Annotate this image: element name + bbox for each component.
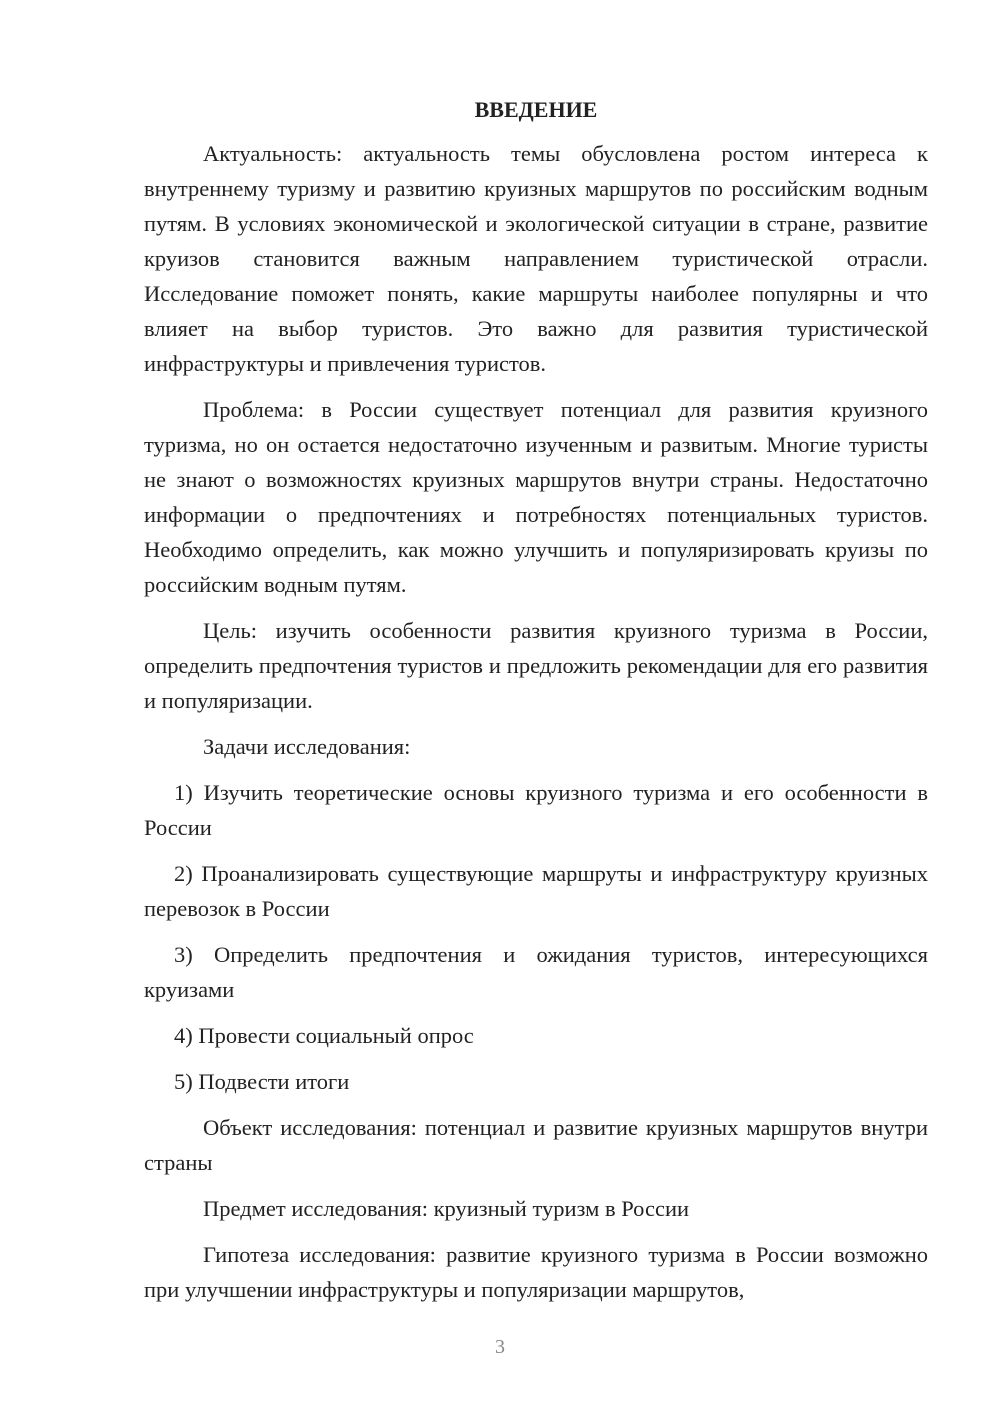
paragraph-subject: Предмет исследования: круизный туризм в России <box>203 1196 690 1221</box>
task-item-1: 1) Изучить теоретические основы круизного туризма и его особенности в России <box>144 780 928 840</box>
paragraph-relevance: Актуальность: актуальность темы обусловлена ростом интереса к внутреннему туризму и развитию круизных маршрутов по российским водным путям. В условиях экономической и экологической ситуации в стране, развитие круизов становится важным направлением туристической отрасли. Исследование поможет понять, какие маршруты наиболее популярны и что влияет на выбор туристов. Это важно для развития туристической инфраструктуры и привлечения туристов. <box>144 141 928 376</box>
paragraph-object: Объект исследования: потенциал и развитие круизных маршрутов внутри страны <box>144 1115 928 1175</box>
tasks-heading: Задачи исследования: <box>203 734 411 759</box>
page-content <box>144 96 928 1318</box>
paragraph-goal: Цель: изучить особенности развития круизного туризма в России, определить предпочтения туристов и предложить рекомендации для его развития и популяризации. <box>144 618 928 713</box>
paragraph-problem: Проблема: в России существует потенциал для развития круизного туризма, но он остается недостаточно изученным и развитым. Многие туристы не знают о возможностях круизных маршрутов внутри страны. Недостаточно информации о предпочтениях и потребностях потенциальных туристов. Необходимо определить, как можно улучшить и популяризировать круизы по российским водным путям. <box>144 397 928 597</box>
task-item-3: 3) Определить предпочтения и ожидания туристов, интересующихся круизами <box>144 942 928 1002</box>
page-number: 3 <box>495 1336 505 1358</box>
section-title: ВВЕДЕНИЕ <box>474 97 598 122</box>
task-item-5: 5) Подвести итоги <box>174 1069 350 1094</box>
paragraph-hypothesis: Гипотеза исследования: развитие круизного туризма в России возможно при улучшении инфраструктуры и популяризации маршрутов, <box>144 1242 928 1302</box>
task-item-4: 4) Провести социальный опрос <box>174 1023 474 1048</box>
task-item-2: 2) Проанализировать существующие маршруты и инфраструктуру круизных перевозок в России <box>144 861 928 921</box>
